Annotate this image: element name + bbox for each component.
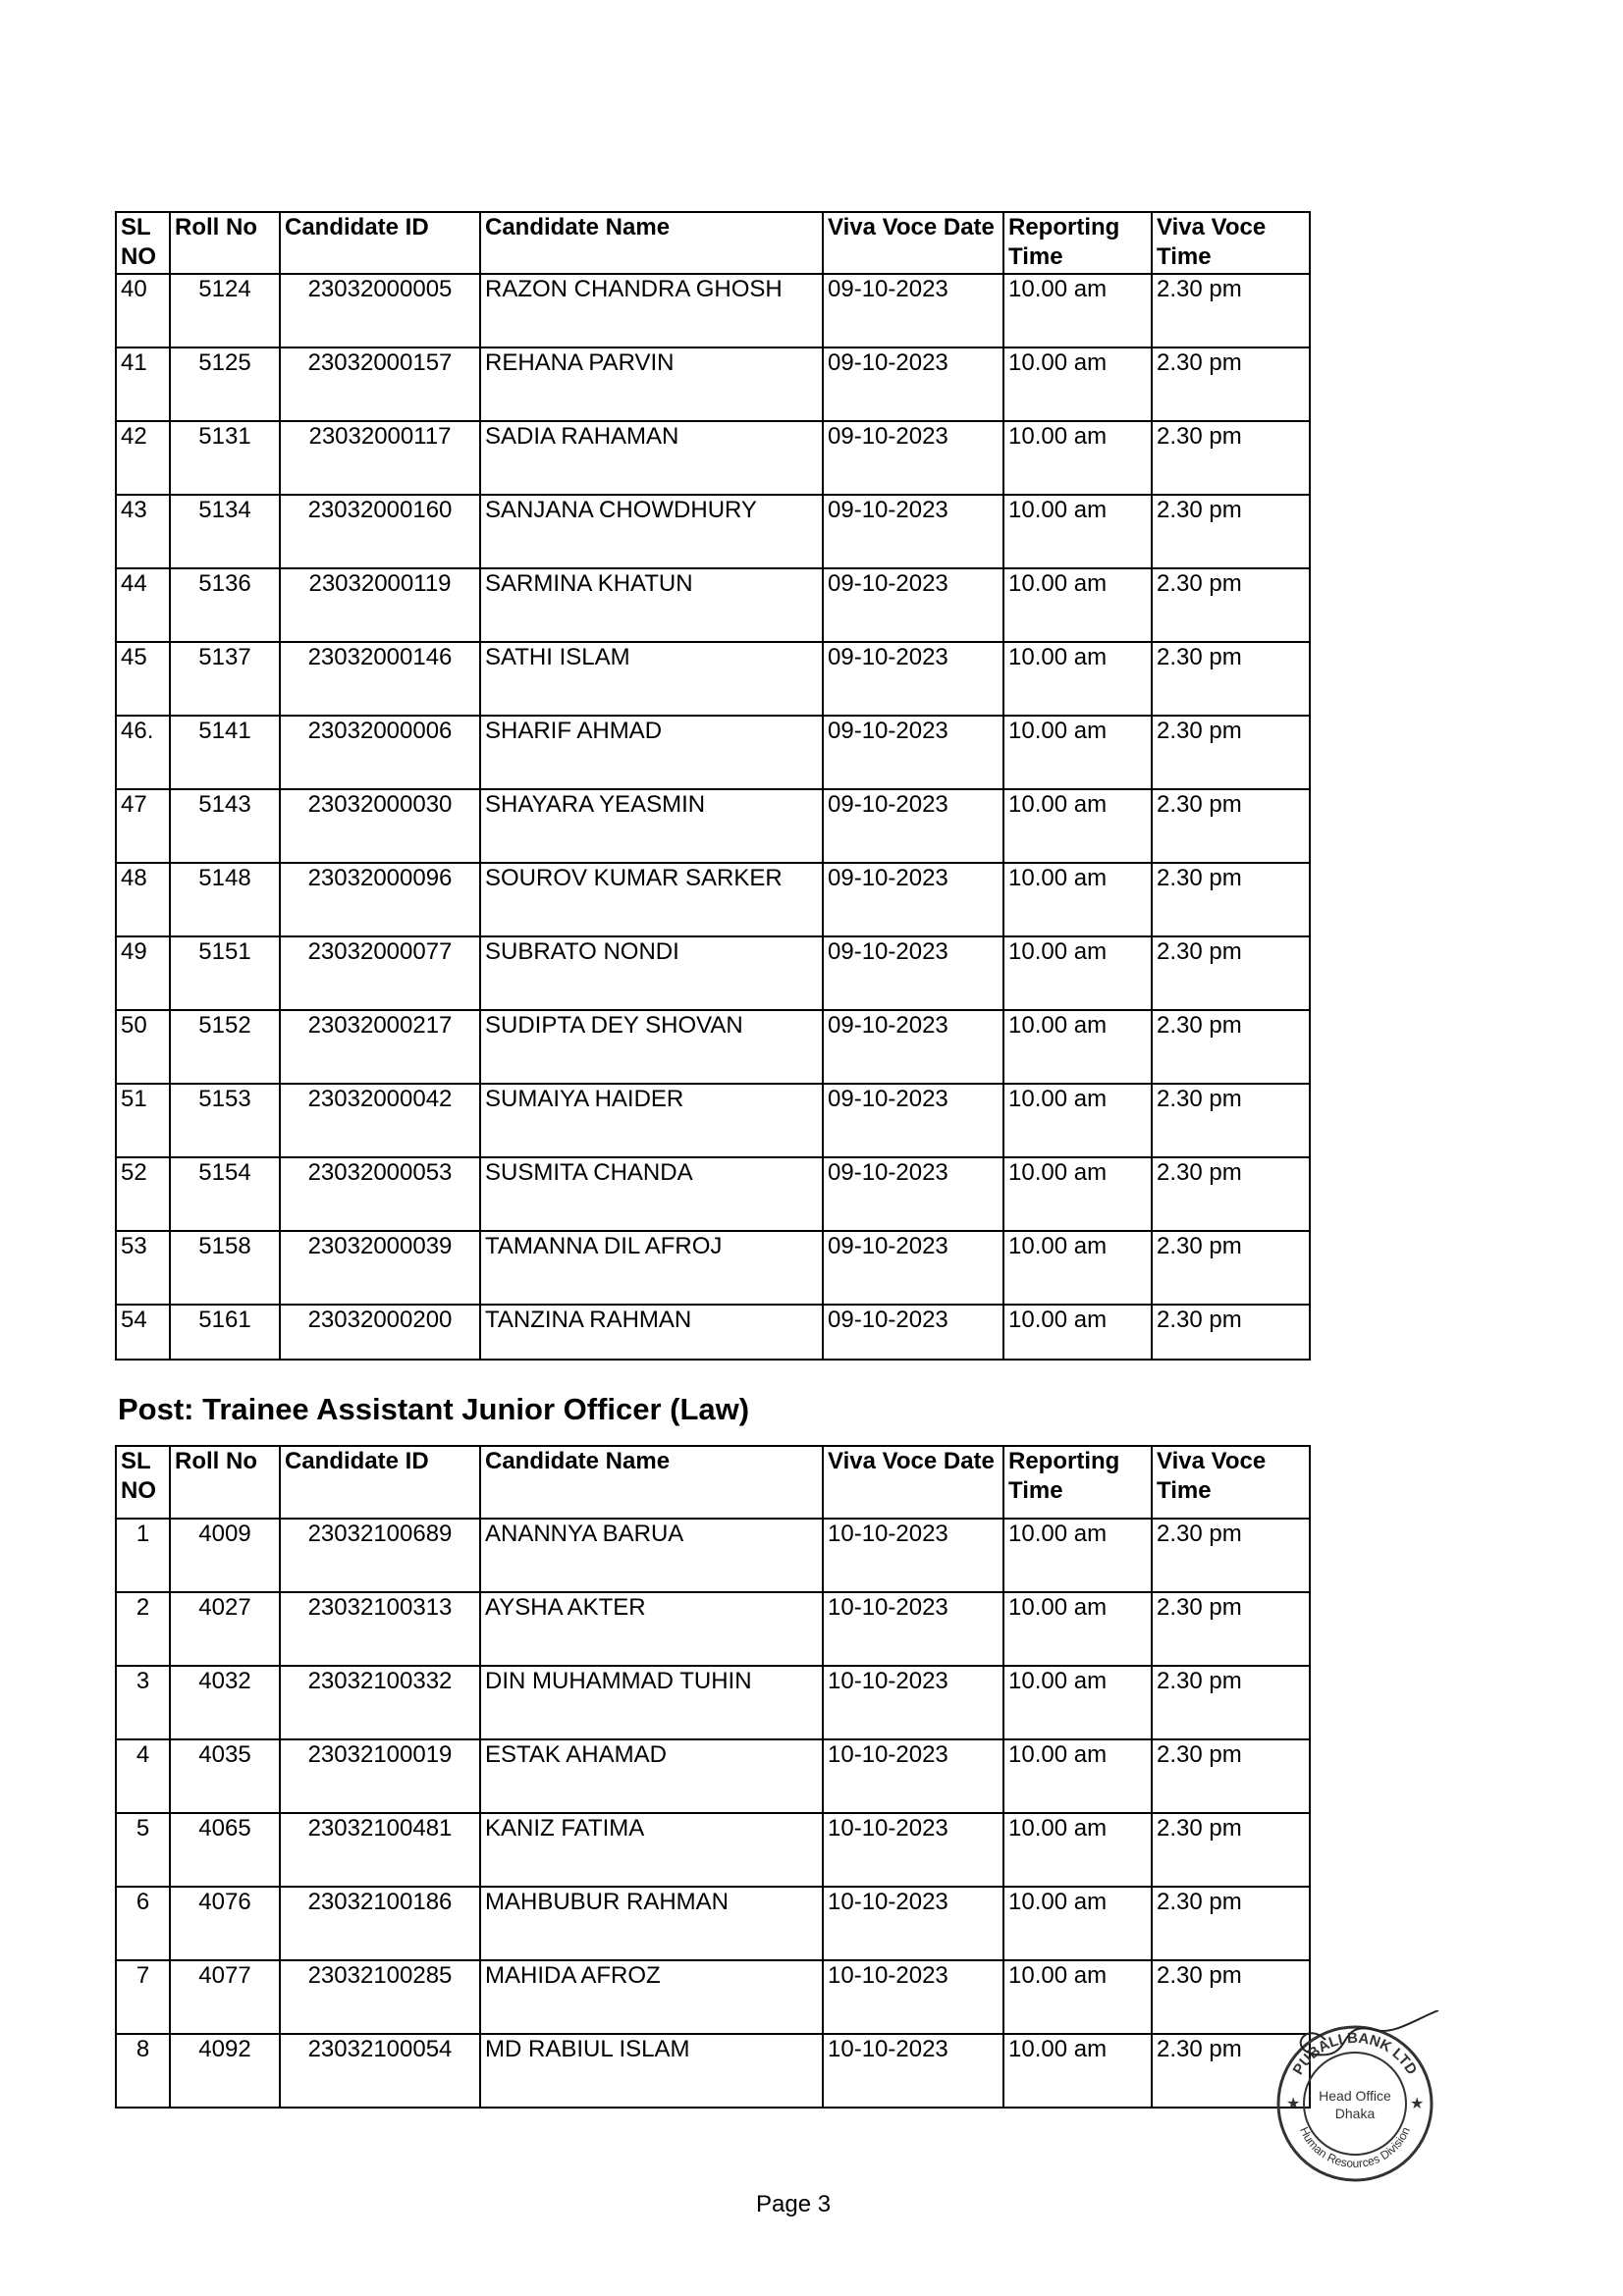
cell-viva: 2.30 pm — [1152, 1084, 1310, 1157]
header-candidate-id: Candidate ID — [280, 1446, 480, 1519]
page-number: Page 3 — [756, 2191, 832, 2217]
cell-viva: 2.30 pm — [1152, 863, 1310, 936]
cell-name: REHANA PARVIN — [480, 347, 823, 421]
header-reporting-time: Reporting Time — [1003, 1446, 1152, 1519]
table-row — [116, 1231, 1310, 1305]
cell-id: 23032100019 — [280, 1739, 480, 1813]
cell-roll: 5143 — [170, 789, 280, 863]
svg-text:PUBALI BANK LTD: PUBALI BANK LTD — [1289, 2029, 1421, 2078]
cell-name: TANZINA RAHMAN — [480, 1305, 823, 1360]
cell-roll: 5153 — [170, 1084, 280, 1157]
cell-sl: 50 — [116, 1010, 170, 1084]
cell-roll: 5131 — [170, 421, 280, 495]
cell-reporting: 10.00 am — [1003, 1010, 1152, 1084]
cell-date: 10-10-2023 — [823, 1887, 1003, 1960]
cell-reporting: 10.00 am — [1003, 1739, 1152, 1813]
cell-id: 23032100285 — [280, 1960, 480, 2034]
cell-sl: 52 — [116, 1157, 170, 1231]
cell-viva: 2.30 pm — [1152, 421, 1310, 495]
cell-id: 23032100689 — [280, 1519, 480, 1592]
cell-sl: 45 — [116, 642, 170, 716]
candidate-table-2 — [115, 1445, 1311, 2109]
cell-date: 10-10-2023 — [823, 2034, 1003, 2108]
table-row — [116, 347, 1310, 421]
table-row — [116, 568, 1310, 642]
cell-sl: 48 — [116, 863, 170, 936]
cell-date: 09-10-2023 — [823, 347, 1003, 421]
cell-id: 23032000039 — [280, 1231, 480, 1305]
cell-id: 23032000005 — [280, 274, 480, 347]
header-viva-voce-date: Viva Voce Date — [823, 1446, 1003, 1519]
cell-id: 23032000157 — [280, 347, 480, 421]
cell-viva: 2.30 pm — [1152, 1739, 1310, 1813]
cell-roll: 4009 — [170, 1519, 280, 1592]
header-candidate-id: Candidate ID — [280, 212, 480, 274]
table-row — [116, 1960, 1310, 2034]
cell-viva: 2.30 pm — [1152, 1157, 1310, 1231]
svg-text:Head Office: Head Office — [1319, 2088, 1391, 2104]
cell-date: 09-10-2023 — [823, 1305, 1003, 1360]
cell-sl: 51 — [116, 1084, 170, 1157]
cell-roll: 5158 — [170, 1231, 280, 1305]
cell-id: 23032000117 — [280, 421, 480, 495]
cell-roll: 5141 — [170, 716, 280, 789]
cell-reporting: 10.00 am — [1003, 1813, 1152, 1887]
cell-id: 23032100332 — [280, 1666, 480, 1739]
cell-reporting: 10.00 am — [1003, 642, 1152, 716]
cell-date: 09-10-2023 — [823, 495, 1003, 568]
cell-date: 10-10-2023 — [823, 1813, 1003, 1887]
cell-date: 09-10-2023 — [823, 642, 1003, 716]
cell-sl: 40 — [116, 274, 170, 347]
cell-name: SARMINA KHATUN — [480, 568, 823, 642]
cell-id: 23032100481 — [280, 1813, 480, 1887]
cell-roll: 4092 — [170, 2034, 280, 2108]
cell-viva: 2.30 pm — [1152, 1519, 1310, 1592]
cell-name: MAHBUBUR RAHMAN — [480, 1887, 823, 1960]
cell-sl: 6 — [116, 1887, 170, 1960]
cell-date: 09-10-2023 — [823, 421, 1003, 495]
cell-name: SUMAIYA HAIDER — [480, 1084, 823, 1157]
cell-date: 09-10-2023 — [823, 1157, 1003, 1231]
table-header-row — [116, 1446, 1310, 1519]
cell-viva: 2.30 pm — [1152, 495, 1310, 568]
header-viva-voce-time: Viva Voce Time — [1152, 212, 1310, 274]
table-row — [116, 1739, 1310, 1813]
table-header-row — [116, 212, 1310, 274]
cell-roll: 4035 — [170, 1739, 280, 1813]
cell-date: 10-10-2023 — [823, 1592, 1003, 1666]
table-row — [116, 1666, 1310, 1739]
cell-roll: 5136 — [170, 568, 280, 642]
cell-roll: 5125 — [170, 347, 280, 421]
cell-roll: 5137 — [170, 642, 280, 716]
cell-id: 23032000006 — [280, 716, 480, 789]
cell-sl: 49 — [116, 936, 170, 1010]
table-row — [116, 1084, 1310, 1157]
cell-roll: 4076 — [170, 1887, 280, 1960]
header-roll-no: Roll No — [170, 1446, 280, 1519]
header-roll-no: Roll No — [170, 212, 280, 274]
cell-reporting: 10.00 am — [1003, 1231, 1152, 1305]
cell-roll: 5124 — [170, 274, 280, 347]
cell-roll: 4032 — [170, 1666, 280, 1739]
cell-roll: 4077 — [170, 1960, 280, 2034]
table-row — [116, 495, 1310, 568]
cell-name: TAMANNA DIL AFROJ — [480, 1231, 823, 1305]
cell-date: 10-10-2023 — [823, 1960, 1003, 2034]
cell-name: SUDIPTA DEY SHOVAN — [480, 1010, 823, 1084]
cell-name: KANIZ FATIMA — [480, 1813, 823, 1887]
table-row — [116, 421, 1310, 495]
cell-sl: 44 — [116, 568, 170, 642]
cell-reporting: 10.00 am — [1003, 1519, 1152, 1592]
cell-viva: 2.30 pm — [1152, 347, 1310, 421]
cell-reporting: 10.00 am — [1003, 1960, 1152, 2034]
table-row — [116, 1010, 1310, 1084]
cell-reporting: 10.00 am — [1003, 1887, 1152, 1960]
cell-id: 23032100054 — [280, 2034, 480, 2108]
table-row — [116, 1592, 1310, 1666]
cell-roll: 5154 — [170, 1157, 280, 1231]
cell-id: 23032000077 — [280, 936, 480, 1010]
table-row — [116, 1887, 1310, 1960]
cell-viva: 2.30 pm — [1152, 1887, 1310, 1960]
cell-viva: 2.30 pm — [1152, 936, 1310, 1010]
cell-reporting: 10.00 am — [1003, 2034, 1152, 2108]
cell-id: 23032000042 — [280, 1084, 480, 1157]
svg-text:★: ★ — [1286, 2096, 1301, 2112]
cell-date: 09-10-2023 — [823, 863, 1003, 936]
cell-sl: 1 — [116, 1519, 170, 1592]
header-reporting-time: Reporting Time — [1003, 212, 1152, 274]
table-row — [116, 1305, 1310, 1360]
cell-sl: 8 — [116, 2034, 170, 2108]
table-row — [116, 936, 1310, 1010]
cell-roll: 5151 — [170, 936, 280, 1010]
cell-name: SATHI ISLAM — [480, 642, 823, 716]
cell-sl: 47 — [116, 789, 170, 863]
cell-reporting: 10.00 am — [1003, 789, 1152, 863]
table-row — [116, 274, 1310, 347]
cell-roll: 5148 — [170, 863, 280, 936]
svg-text:Dhaka: Dhaka — [1334, 2106, 1376, 2121]
cell-name: RAZON CHANDRA GHOSH — [480, 274, 823, 347]
cell-date: 09-10-2023 — [823, 568, 1003, 642]
cell-date: 10-10-2023 — [823, 1739, 1003, 1813]
cell-reporting: 10.00 am — [1003, 274, 1152, 347]
table-row — [116, 789, 1310, 863]
cell-sl: 46. — [116, 716, 170, 789]
cell-date: 09-10-2023 — [823, 936, 1003, 1010]
cell-name: SOUROV KUMAR SARKER — [480, 863, 823, 936]
cell-reporting: 10.00 am — [1003, 568, 1152, 642]
cell-id: 23032000160 — [280, 495, 480, 568]
cell-name: ESTAK AHAMAD — [480, 1739, 823, 1813]
cell-sl: 53 — [116, 1231, 170, 1305]
cell-name: ANANNYA BARUA — [480, 1519, 823, 1592]
section-title-law: Post: Trainee Assistant Junior Officer (Law) — [118, 1392, 750, 1426]
cell-date: 09-10-2023 — [823, 716, 1003, 789]
cell-id: 23032000217 — [280, 1010, 480, 1084]
cell-name: SHAYARA YEASMIN — [480, 789, 823, 863]
cell-roll: 5134 — [170, 495, 280, 568]
cell-viva: 2.30 pm — [1152, 1666, 1310, 1739]
cell-name: MAHIDA AFROZ — [480, 1960, 823, 2034]
cell-sl: 41 — [116, 347, 170, 421]
cell-name: SADIA RAHAMAN — [480, 421, 823, 495]
cell-roll: 5152 — [170, 1010, 280, 1084]
cell-viva: 2.30 pm — [1152, 1813, 1310, 1887]
cell-sl: 5 — [116, 1813, 170, 1887]
cell-id: 23032000053 — [280, 1157, 480, 1231]
cell-reporting: 10.00 am — [1003, 1157, 1152, 1231]
cell-sl: 4 — [116, 1739, 170, 1813]
cell-viva: 2.30 pm — [1152, 1010, 1310, 1084]
candidate-table-1 — [115, 211, 1311, 1361]
cell-id: 23032000200 — [280, 1305, 480, 1360]
cell-sl: 7 — [116, 1960, 170, 2034]
cell-date: 09-10-2023 — [823, 1084, 1003, 1157]
table-row — [116, 1813, 1310, 1887]
table-row — [116, 716, 1310, 789]
cell-viva: 2.30 pm — [1152, 1960, 1310, 2034]
cell-name: SANJANA CHOWDHURY — [480, 495, 823, 568]
cell-id: 23032100313 — [280, 1592, 480, 1666]
cell-sl: 3 — [116, 1666, 170, 1739]
cell-reporting: 10.00 am — [1003, 716, 1152, 789]
cell-date: 09-10-2023 — [823, 1010, 1003, 1084]
cell-date: 09-10-2023 — [823, 1231, 1003, 1305]
cell-reporting: 10.00 am — [1003, 1666, 1152, 1739]
cell-viva: 2.30 pm — [1152, 274, 1310, 347]
cell-reporting: 10.00 am — [1003, 421, 1152, 495]
cell-sl: 2 — [116, 1592, 170, 1666]
cell-viva: 2.30 pm — [1152, 568, 1310, 642]
cell-reporting: 10.00 am — [1003, 1084, 1152, 1157]
svg-text:★: ★ — [1410, 2096, 1425, 2112]
header-sl-no: SL NO — [116, 212, 170, 274]
cell-reporting: 10.00 am — [1003, 495, 1152, 568]
cell-reporting: 10.00 am — [1003, 936, 1152, 1010]
office-seal-stamp — [1267, 2010, 1443, 2187]
cell-id: 23032100186 — [280, 1887, 480, 1960]
cell-viva: 2.30 pm — [1152, 1231, 1310, 1305]
cell-name: MD RABIUL ISLAM — [480, 2034, 823, 2108]
cell-date: 10-10-2023 — [823, 1519, 1003, 1592]
cell-name: DIN MUHAMMAD TUHIN — [480, 1666, 823, 1739]
cell-viva: 2.30 pm — [1152, 716, 1310, 789]
header-viva-voce-time: Viva Voce Time — [1152, 1446, 1310, 1519]
header-sl-no: SL NO — [116, 1446, 170, 1519]
cell-date: 10-10-2023 — [823, 1666, 1003, 1739]
cell-viva: 2.30 pm — [1152, 1305, 1310, 1360]
cell-name: SUBRATO NONDI — [480, 936, 823, 1010]
cell-viva: 2.30 pm — [1152, 642, 1310, 716]
svg-text:Human Resources Division: Human Resources Division — [1296, 2124, 1413, 2171]
cell-reporting: 10.00 am — [1003, 347, 1152, 421]
cell-name: SUSMITA CHANDA — [480, 1157, 823, 1231]
cell-roll: 4027 — [170, 1592, 280, 1666]
cell-reporting: 10.00 am — [1003, 863, 1152, 936]
table-row — [116, 863, 1310, 936]
cell-id: 23032000096 — [280, 863, 480, 936]
cell-reporting: 10.00 am — [1003, 1305, 1152, 1360]
cell-viva: 2.30 pm — [1152, 2034, 1310, 2108]
cell-id: 23032000119 — [280, 568, 480, 642]
cell-date: 09-10-2023 — [823, 789, 1003, 863]
table-row — [116, 642, 1310, 716]
cell-viva: 2.30 pm — [1152, 1592, 1310, 1666]
header-viva-voce-date: Viva Voce Date — [823, 212, 1003, 274]
cell-id: 23032000146 — [280, 642, 480, 716]
cell-reporting: 10.00 am — [1003, 1592, 1152, 1666]
cell-sl: 43 — [116, 495, 170, 568]
table-row — [116, 1519, 1310, 1592]
header-candidate-name: Candidate Name — [480, 1446, 823, 1519]
table-row — [116, 2034, 1310, 2108]
cell-sl: 54 — [116, 1305, 170, 1360]
cell-viva: 2.30 pm — [1152, 789, 1310, 863]
cell-sl: 42 — [116, 421, 170, 495]
table-row — [116, 1157, 1310, 1231]
cell-name: AYSHA AKTER — [480, 1592, 823, 1666]
cell-id: 23032000030 — [280, 789, 480, 863]
cell-roll: 5161 — [170, 1305, 280, 1360]
cell-name: SHARIF AHMAD — [480, 716, 823, 789]
cell-date: 09-10-2023 — [823, 274, 1003, 347]
cell-roll: 4065 — [170, 1813, 280, 1887]
header-candidate-name: Candidate Name — [480, 212, 823, 274]
